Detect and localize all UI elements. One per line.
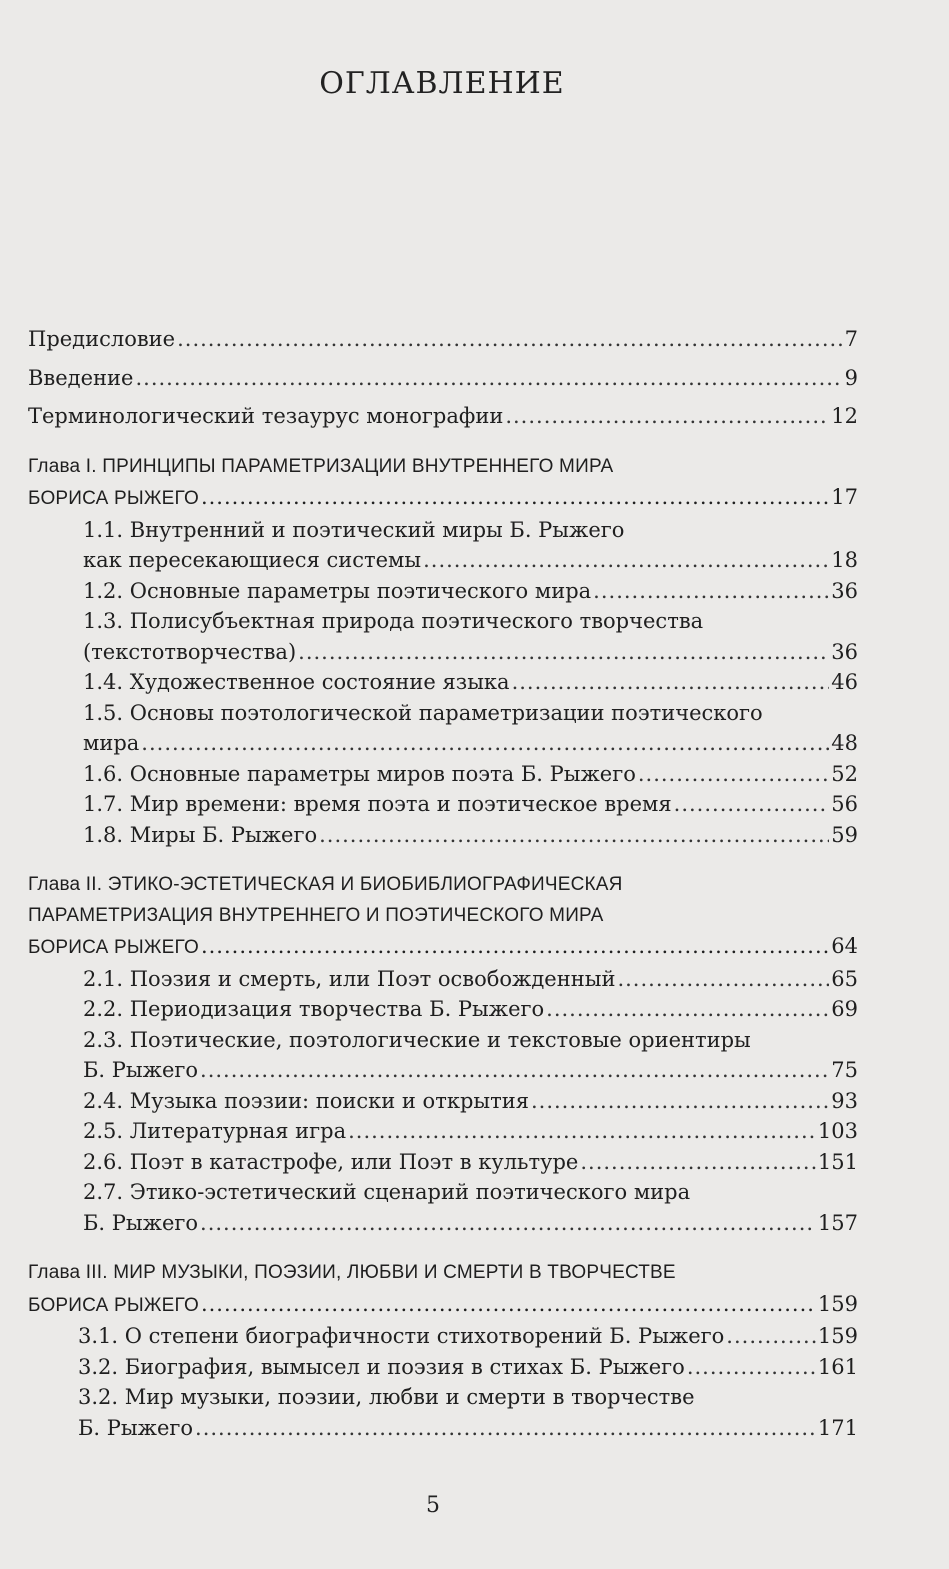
chapter-1-entry[interactable] (28, 482, 858, 515)
toc-entry-text: 1.2. Основные параметры поэтического мира (83, 578, 592, 603)
dot-leader (201, 1289, 816, 1320)
toc-entry-text: БОРИСА РЫЖЕГО (28, 488, 199, 509)
chapter-3-entry[interactable] (28, 1289, 858, 1322)
toc-entry-text: 1.8. Миры Б. Рыжего (83, 822, 318, 847)
table-of-contents (28, 324, 858, 1443)
toc-page-number: 103 (817, 1119, 858, 1143)
section-3-3-entry[interactable] (78, 1413, 858, 1444)
toc-entry-text: БОРИСА РЫЖЕГО (28, 937, 199, 958)
toc-page-number: 46 (831, 670, 858, 694)
section-3-1-entry[interactable] (78, 1321, 858, 1352)
toc-page-number: 48 (831, 731, 858, 755)
page-number: 5 (426, 1493, 440, 1518)
toc-page-number: 36 (831, 578, 858, 603)
toc-entry-text: (текстотворчества) (83, 639, 297, 664)
toc-entry-introduction[interactable] (28, 363, 858, 394)
dot-leader (135, 363, 842, 394)
chapter-3-heading: Глава III. МИР МУЗЫКИ, ПОЭЗИИ, ЛЮБВИ И СМЕРТИ В ТВОРЧЕСТВЕ (28, 1262, 676, 1283)
toc-page-number: 159 (817, 1291, 858, 1316)
toc-page-number: 9 (844, 365, 858, 390)
dot-leader (638, 759, 829, 790)
dot-leader (674, 789, 830, 820)
toc-entry-preface[interactable] (28, 324, 858, 355)
chapter-1-heading: Глава I. ПРИНЦИПЫ ПАРАМЕТРИЗАЦИИ ВНУТРЕННЕГО МИРА (28, 455, 614, 477)
dot-leader (726, 1321, 816, 1352)
dot-leader (423, 545, 829, 576)
toc-entry-text: Б. Рыжего (78, 1415, 194, 1440)
dot-leader (580, 1147, 816, 1178)
dot-leader (141, 728, 829, 759)
toc-entry-text: 2.5. Литературная игра (83, 1119, 347, 1143)
toc-entry-text: как пересекающиеся системы (83, 548, 422, 572)
toc-page-number: 64 (831, 934, 858, 958)
dot-leader (200, 1208, 816, 1239)
section-2-1-entry[interactable] (83, 964, 858, 995)
toc-entry-text: мира (83, 731, 140, 755)
toc-entry-text: 1.4. Художественное состояние языка (83, 670, 510, 694)
page-title: ОГЛАВЛЕНИЕ (319, 66, 565, 101)
toc-page-number: 151 (817, 1149, 858, 1174)
dot-leader (201, 482, 829, 513)
dot-leader (298, 637, 829, 668)
section-1-1-entry[interactable] (83, 545, 858, 576)
dot-leader (505, 401, 829, 432)
toc-page-number: 157 (817, 1210, 858, 1235)
dot-leader (201, 931, 829, 962)
toc-page-number: 69 (831, 997, 858, 1021)
section-1-6-entry[interactable] (83, 759, 858, 790)
section-2-3-line1: 2.3. Поэтические, поэтологические и текстовые ориентиры (83, 1027, 751, 1052)
toc-entry-text: Б. Рыжего (83, 1210, 199, 1235)
dot-leader (319, 820, 829, 851)
toc-entry-text: 3.2. Биография, вымысел и поэзия в стихах Б. Рыжего (78, 1354, 685, 1379)
toc-entry-thesaurus[interactable] (28, 401, 858, 432)
toc-entry-text: 2.6. Поэт в катастрофе, или Поэт в культуре (83, 1149, 579, 1174)
chapter-2-entry[interactable] (28, 931, 858, 964)
toc-page-number: 171 (817, 1415, 858, 1440)
section-2-4-entry[interactable] (83, 1086, 858, 1117)
toc-page-number: 59 (831, 822, 858, 847)
dot-leader (195, 1413, 816, 1444)
toc-entry-text: 2.1. Поэзия и смерть, или Поэт освобожденный (83, 966, 616, 991)
chapter-2-heading-line2: ПАРАМЕТРИЗАЦИЯ ВНУТРЕННЕГО И ПОЭТИЧЕСКОГО МИРА (28, 904, 604, 926)
section-1-2-entry[interactable] (83, 576, 858, 607)
section-2-3-entry[interactable] (83, 1055, 858, 1086)
toc-entry-text: Терминологический тезаурус монографии (28, 404, 504, 428)
toc-page-number: 18 (831, 548, 858, 572)
toc-page-number: 17 (831, 485, 858, 509)
section-3-3-line1: 3.2. Мир музыки, поэзии, любви и смерти в творчестве (78, 1385, 695, 1409)
chapter-2-heading-line1: Глава II. ЭТИКО-ЭСТЕТИЧЕСКАЯ И БИОБИБЛИОГРАФИЧЕСКАЯ (28, 874, 623, 895)
dot-leader (348, 1116, 816, 1147)
section-3-2-entry[interactable] (78, 1352, 858, 1383)
section-2-6-entry[interactable] (83, 1147, 858, 1178)
toc-entry-text: БОРИСА РЫЖЕГО (28, 1294, 199, 1316)
section-1-8-entry[interactable] (83, 820, 858, 851)
toc-page-number: 65 (831, 966, 858, 991)
toc-entry-text: 1.7. Мир времени: время поэта и поэтическое время (83, 792, 672, 816)
toc-entry-text: Введение (28, 365, 134, 390)
toc-page-number: 161 (817, 1354, 858, 1379)
dot-leader (200, 1055, 829, 1086)
dot-leader (687, 1352, 816, 1383)
toc-page-number: 93 (831, 1088, 858, 1113)
section-1-7-entry[interactable] (83, 789, 858, 820)
toc-page-number: 159 (817, 1324, 858, 1348)
section-1-5-line1: 1.5. Основы поэтологической параметризации поэтического (83, 700, 763, 725)
toc-entry-text: 2.4. Музыка поэзии: поиски и открытия (83, 1088, 529, 1113)
dot-leader (546, 994, 829, 1025)
toc-page-number: 12 (831, 404, 858, 428)
toc-entry-text: Предисловие (28, 327, 176, 351)
dot-leader (617, 964, 829, 995)
toc-entry-text: Б. Рыжего (83, 1058, 199, 1082)
dot-leader (512, 667, 830, 698)
toc-entry-text: 1.6. Основные параметры миров поэта Б. Рыжего (83, 761, 636, 786)
toc-entry-text: 3.1. О степени биографичности стихотворений Б. Рыжего (78, 1324, 725, 1348)
dot-leader (531, 1086, 829, 1117)
toc-page-number: 36 (831, 639, 858, 664)
section-2-5-entry[interactable] (83, 1116, 858, 1147)
section-1-5-entry[interactable] (83, 728, 858, 759)
toc-page-number: 52 (831, 761, 858, 786)
section-1-4-entry[interactable] (83, 667, 858, 698)
toc-page-number: 7 (844, 327, 858, 351)
toc-entry-text: 2.2. Периодизация творчества Б. Рыжего (83, 997, 545, 1021)
section-2-7-entry[interactable] (83, 1208, 858, 1239)
section-1-3-line1: 1.3. Полисубъектная природа поэтического творчества (83, 609, 704, 633)
toc-page-number: 56 (831, 792, 858, 816)
section-1-3-entry[interactable] (83, 637, 858, 668)
section-1-1-line1: 1.1. Внутренний и поэтический миры Б. Рыжего (83, 517, 625, 542)
dot-leader (177, 324, 843, 355)
section-2-2-entry[interactable] (83, 994, 858, 1025)
toc-page-number: 75 (831, 1058, 858, 1082)
section-2-7-line1: 2.7. Этико-эстетический сценарий поэтического мира (83, 1180, 691, 1204)
dot-leader (593, 576, 829, 607)
